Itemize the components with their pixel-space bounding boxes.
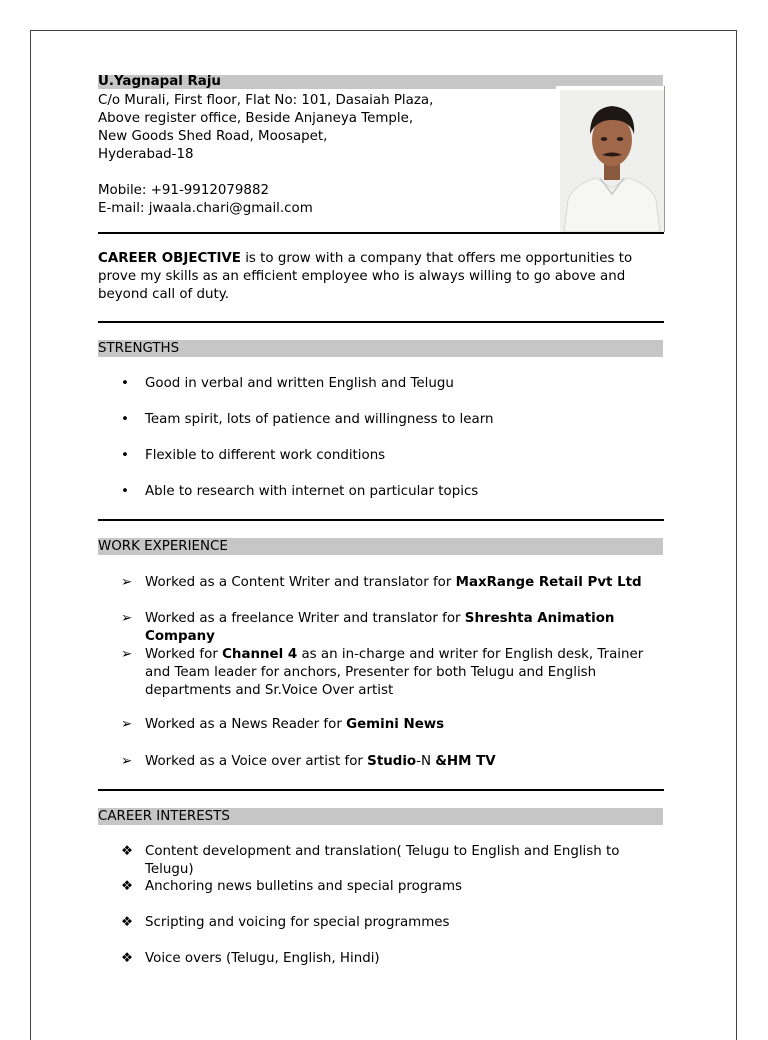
divider: [98, 321, 664, 323]
bullet-icon: •: [121, 448, 129, 463]
diamond-bullet-icon: ❖: [121, 844, 134, 859]
bullet-icon: •: [121, 376, 129, 391]
work-experience-heading: WORK EXPERIENCE: [98, 539, 228, 554]
strengths-heading: STRENGTHS: [98, 341, 180, 356]
candidate-name: U.Yagnapal Raju: [98, 74, 221, 89]
section-bar: [98, 340, 663, 357]
experience-item: ➢ Worked for Channel 4 as an in-charge and writer for English desk, Trainer and Team leader for anchors, Presenter for both Telugu and English departments and Sr.Voice Over artist: [121, 647, 644, 698]
experience-item: ➢ Worked as a Content Writer and translator for MaxRange Retail Pvt Ltd: [121, 575, 642, 590]
divider: [98, 789, 664, 791]
divider: [98, 519, 664, 521]
objective-label: CAREER OBJECTIVE: [98, 251, 241, 266]
interest-item: ❖ Scripting and voicing for special programmes: [121, 915, 450, 930]
objective-text: is to grow with a company that offers me opportunities to prove my skills as an efficient employee who is always willing to go above and beyond call of duty.: [98, 251, 633, 302]
arrow-bullet-icon: ➢: [121, 611, 133, 626]
experience-item: ➢ Worked as a freelance Writer and translator for Shreshta Animation Company: [121, 611, 615, 644]
career-objective: [98, 250, 664, 304]
arrow-bullet-icon: ➢: [121, 647, 133, 662]
experience-item: ➢ Worked as a News Reader for Gemini News: [121, 717, 445, 732]
diamond-bullet-icon: ❖: [121, 879, 134, 894]
email-address: E-mail: jwaala.chari@gmail.com: [98, 201, 313, 216]
diamond-bullet-icon: ❖: [121, 951, 134, 966]
arrow-bullet-icon: ➢: [121, 754, 133, 769]
interest-item: ❖ Content development and translation( Telugu to English and English to Telugu): [121, 844, 620, 877]
interest-item: ❖ Voice overs (Telugu, English, Hindi): [121, 951, 380, 966]
arrow-bullet-icon: ➢: [121, 575, 133, 590]
arrow-bullet-icon: ➢: [121, 717, 133, 732]
address-line: Above register office, Beside Anjaneya Temple,: [98, 111, 414, 126]
address-line: New Goods Shed Road, Moosapet,: [98, 129, 328, 144]
address-line: Hyderabad-18: [98, 147, 194, 162]
mobile-number: Mobile: +91-9912079882: [98, 183, 269, 198]
contact-block: [98, 92, 433, 218]
person-photo-icon: [560, 90, 664, 232]
strength-item: • Flexible to different work conditions: [121, 448, 386, 463]
career-interests-heading: CAREER INTERESTS: [98, 809, 230, 824]
interest-item: ❖ Anchoring news bulletins and special programs: [121, 879, 462, 894]
strength-item: • Able to research with internet on particular topics: [121, 484, 479, 499]
experience-item: ➢ Worked as a Voice over artist for Studio-N &HM TV: [121, 754, 496, 769]
bullet-icon: •: [121, 412, 129, 427]
divider: [98, 232, 664, 234]
address-line: C/o Murali, First floor, Flat No: 101, Dasaiah Plaza,: [98, 93, 434, 108]
strength-item: • Team spirit, lots of patience and willingness to learn: [121, 412, 494, 427]
bullet-icon: •: [121, 484, 129, 499]
profile-photo: [556, 86, 665, 232]
diamond-bullet-icon: ❖: [121, 915, 134, 930]
strength-item: • Good in verbal and written English and Telugu: [121, 376, 454, 391]
